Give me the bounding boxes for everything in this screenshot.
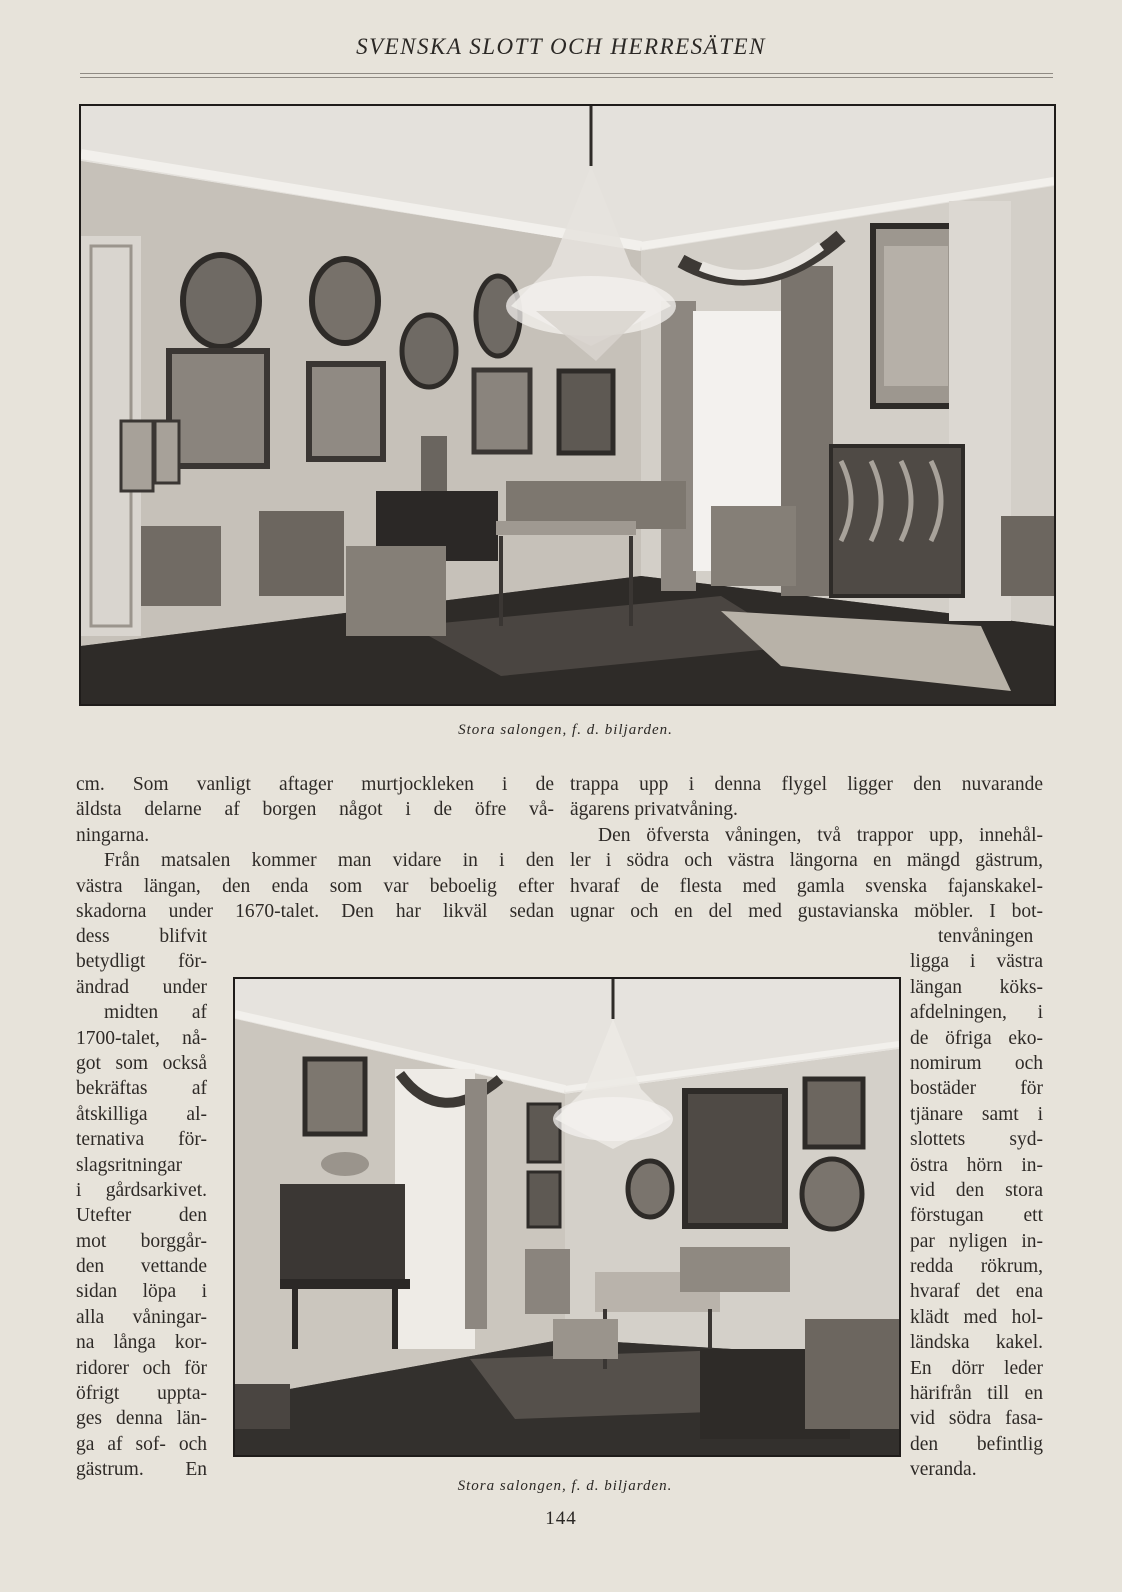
text-line: härifrån till en: [910, 1383, 1043, 1405]
text-line: östra hörn in-: [910, 1154, 1043, 1176]
text-line: par nyligen in-: [910, 1230, 1043, 1252]
text-line: veranda.: [910, 1459, 977, 1481]
text-line: betydligt för-: [76, 951, 207, 973]
text-line: ligga i västra: [910, 951, 1043, 973]
text-line: tenvåningen: [938, 926, 1034, 947]
text-line: den vettande: [76, 1256, 207, 1278]
text-line: förstugan ett: [910, 1205, 1043, 1227]
text-line: ridorer och för: [76, 1357, 207, 1379]
text-line: västra längan, den enda som var beboelig efter: [76, 875, 554, 897]
text-line: Från matsalen kommer man vidare in i den: [104, 850, 554, 872]
text-line: gästrum. En: [76, 1459, 207, 1481]
text-line: i gårdsarkivet.: [76, 1179, 207, 1201]
text-line: 1700-talet, nå-: [76, 1027, 207, 1049]
text-line: slagsritningar: [76, 1154, 183, 1176]
text-line: midten af: [104, 1002, 207, 1024]
text-line: mot borggår-: [76, 1230, 207, 1252]
text-line: redda rökrum,: [910, 1256, 1043, 1278]
header-rule-bottom: [80, 77, 1053, 78]
text-line: dess blifvit: [76, 926, 207, 947]
text-line: nomirum och: [910, 1052, 1043, 1074]
text-line: längan köks-: [910, 976, 1043, 998]
text-line: Den öfversta våningen, två trappor upp, innehål-: [598, 824, 1043, 846]
text-line: ägarens privatvåning.: [570, 799, 738, 821]
text-line: trappa upp i denna flygel ligger den nuvarande: [570, 774, 1043, 795]
text-line: got som också: [76, 1052, 207, 1074]
text-line: ändrad under: [76, 976, 207, 998]
photo-salon-top-image: [81, 106, 1054, 704]
text-line: bostäder för: [910, 1078, 1043, 1100]
text-line: de öfriga eko-: [910, 1027, 1043, 1049]
text-line: öfrigt uppta-: [76, 1383, 207, 1405]
photo-salon-bottom: [233, 977, 901, 1457]
text-line: klädt med hol-: [910, 1306, 1043, 1328]
header-rule-top: [80, 73, 1053, 74]
text-line: En dörr leder: [910, 1357, 1043, 1379]
photo-salon-top: [79, 104, 1056, 706]
text-line: vid den stora: [910, 1179, 1043, 1201]
photo-salon-bottom-image: [235, 979, 899, 1455]
text-line: ternativa för-: [76, 1129, 207, 1151]
text-line: hvaraf det ena: [910, 1281, 1043, 1303]
text-column-left-narrow: [76, 924, 207, 1483]
text-line: ländska kakel.: [910, 1332, 1043, 1354]
text-line: den befintlig: [910, 1433, 1043, 1455]
text-column-right-narrow: [910, 924, 1043, 1483]
text-line: cm. Som vanligt aftager murtjockleken i de: [76, 774, 554, 795]
figure-caption-top: Stora salongen, f. d. biljarden.: [458, 722, 673, 738]
text-line: tjänare samt i: [910, 1103, 1043, 1125]
text-line: ler i södra och västra längorna en mängd gästrum,: [570, 850, 1043, 872]
text-line: ningarna.: [76, 824, 150, 846]
page-number: 144: [545, 1508, 577, 1529]
running-head: SVENSKA SLOTT OCH HERRESÄTEN: [356, 34, 766, 59]
text-line: ges denna län-: [76, 1408, 207, 1430]
text-line: hvaraf de flesta med gamla svenska fajanskakel-: [570, 875, 1043, 897]
figure-caption-bottom: Stora salongen, f. d. biljarden.: [457, 1478, 673, 1494]
text-line: na långa kor-: [76, 1332, 207, 1354]
text-column-right: [570, 772, 1043, 924]
text-line: äldsta delarne af borgen något i de öfre vå-: [76, 799, 554, 821]
text-line: ga af sof- och: [76, 1433, 207, 1455]
text-line: åtskilliga al-: [76, 1103, 207, 1125]
text-line: Utefter den: [76, 1205, 207, 1227]
text-line: ugnar och en del med gustavianska möbler. I bot-: [570, 900, 1043, 922]
text-line: vid södra fasa-: [910, 1408, 1043, 1430]
text-line: afdelningen, i: [910, 1002, 1043, 1024]
text-line: slottets syd-: [910, 1129, 1043, 1151]
text-line: skadorna under 1670-talet. Den har likväl sedan: [76, 900, 554, 922]
text-line: bekräftas af: [76, 1078, 207, 1100]
text-column-left: [76, 772, 554, 924]
text-line: sidan löpa i: [76, 1281, 207, 1303]
text-line: alla våningar-: [76, 1306, 207, 1328]
